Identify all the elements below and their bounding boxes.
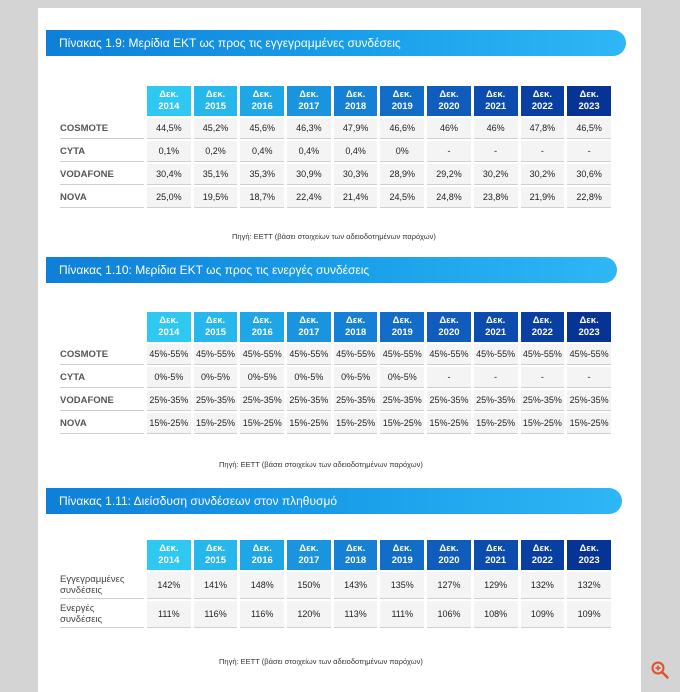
table-cell: 0,2% <box>194 141 238 162</box>
table-cell: 35,3% <box>240 164 284 185</box>
table-cell: - <box>521 367 565 388</box>
table-cell: 35,1% <box>194 164 238 185</box>
table-cell: 148% <box>240 572 284 599</box>
table-cell: 109% <box>521 601 565 628</box>
table-cell: 25%-35% <box>380 390 424 411</box>
table-cell: 23,8% <box>474 187 518 208</box>
table-cell: 15%-25% <box>521 413 565 434</box>
table-cell: 143% <box>334 572 378 599</box>
year-header: Δεκ. 2020 <box>427 540 471 570</box>
table-row <box>60 118 611 139</box>
table-cell: 0%-5% <box>147 367 191 388</box>
year-header: Δεκ. 2017 <box>287 312 331 342</box>
year-header: Δεκ. 2014 <box>147 312 191 342</box>
table-cell: 25%-35% <box>427 390 471 411</box>
table-row <box>60 164 611 185</box>
table-1-11-source: Πηγή: ΕΕΤΤ (βάσει στοιχείων των αδειοδοτημένων παρόχων) <box>219 657 423 666</box>
table-cell: 47,9% <box>334 118 378 139</box>
row-label: Ενεργές συνδέσεις <box>60 601 144 628</box>
table-cell: 141% <box>194 572 238 599</box>
table-row <box>60 572 611 599</box>
table-cell: - <box>521 141 565 162</box>
table-cell: 47,8% <box>521 118 565 139</box>
row-label: COSMOTE <box>60 118 144 139</box>
table-cell: 45,2% <box>194 118 238 139</box>
table-cell: 30,9% <box>287 164 331 185</box>
row-label: CYTA <box>60 367 144 388</box>
table-1-10-source: Πηγή: ΕΕΤΤ (βάσει στοιχείων των αδειοδοτημένων παρόχων) <box>219 460 423 469</box>
table-cell: 135% <box>380 572 424 599</box>
table-cell: 15%-25% <box>194 413 238 434</box>
row-label: COSMOTE <box>60 344 144 365</box>
header-row <box>60 86 611 116</box>
table-cell: 22,8% <box>567 187 611 208</box>
table-1-9 <box>57 84 614 210</box>
table-cell: 45%-55% <box>567 344 611 365</box>
table-row <box>60 344 611 365</box>
row-label: VODAFONE <box>60 164 144 185</box>
table-cell: 142% <box>147 572 191 599</box>
table-cell: 45,6% <box>240 118 284 139</box>
table-cell: 109% <box>567 601 611 628</box>
table-cell: 30,2% <box>521 164 565 185</box>
year-header: Δεκ. 2016 <box>240 312 284 342</box>
table-cell: 45%-55% <box>380 344 424 365</box>
table-cell: 45%-55% <box>427 344 471 365</box>
year-header: Δεκ. 2023 <box>567 540 611 570</box>
year-header: Δεκ. 2017 <box>287 86 331 116</box>
table-cell: 30,6% <box>567 164 611 185</box>
table-cell: 24,8% <box>427 187 471 208</box>
table-row <box>60 601 611 628</box>
year-header: Δεκ. 2014 <box>147 86 191 116</box>
table-cell: 45%-55% <box>147 344 191 365</box>
header-empty <box>60 540 144 570</box>
table-cell: 25%-35% <box>521 390 565 411</box>
zoom-in-icon[interactable] <box>650 660 670 680</box>
table-cell: 25%-35% <box>147 390 191 411</box>
table-cell: 116% <box>194 601 238 628</box>
header-empty <box>60 86 144 116</box>
year-header: Δεκ. 2019 <box>380 312 424 342</box>
table-1-11-title: Πίνακας 1.11: Διείσδυση συνδέσεων στον πληθυσμό <box>46 488 622 514</box>
table-cell: - <box>474 367 518 388</box>
table-cell: 30,4% <box>147 164 191 185</box>
table-cell: 0,4% <box>240 141 284 162</box>
year-header: Δεκ. 2019 <box>380 540 424 570</box>
year-header: Δεκ. 2022 <box>521 540 565 570</box>
table-cell: 15%-25% <box>334 413 378 434</box>
table-cell: 0% <box>380 141 424 162</box>
table-cell: 0,4% <box>334 141 378 162</box>
table-cell: 46,3% <box>287 118 331 139</box>
table-cell: - <box>474 141 518 162</box>
row-label: CYTA <box>60 141 144 162</box>
table-cell: 45%-55% <box>194 344 238 365</box>
table-cell: 25,0% <box>147 187 191 208</box>
year-header: Δεκ. 2022 <box>521 312 565 342</box>
table-cell: 29,2% <box>427 164 471 185</box>
table-cell: 30,2% <box>474 164 518 185</box>
table-cell: - <box>427 367 471 388</box>
table-cell: 111% <box>380 601 424 628</box>
year-header: Δεκ. 2015 <box>194 86 238 116</box>
header-row <box>60 540 611 570</box>
table-cell: 15%-25% <box>380 413 424 434</box>
table-cell: 111% <box>147 601 191 628</box>
table-cell: - <box>567 141 611 162</box>
table-cell: 45%-55% <box>287 344 331 365</box>
table-1-10-title: Πίνακας 1.10: Μερίδια ΕΚΤ ως προς τις ενεργές συνδέσεις <box>46 257 617 283</box>
table-cell: 15%-25% <box>240 413 284 434</box>
table-cell: 21,4% <box>334 187 378 208</box>
table-cell: 15%-25% <box>474 413 518 434</box>
table-cell: 0%-5% <box>380 367 424 388</box>
table-cell: 120% <box>287 601 331 628</box>
table-cell: 132% <box>521 572 565 599</box>
table-cell: 45%-55% <box>334 344 378 365</box>
year-header: Δεκ. 2019 <box>380 86 424 116</box>
table-cell: 15%-25% <box>567 413 611 434</box>
table-row <box>60 413 611 434</box>
table-cell: 22,4% <box>287 187 331 208</box>
table-cell: 25%-35% <box>567 390 611 411</box>
table-cell: 116% <box>240 601 284 628</box>
year-header: Δεκ. 2016 <box>240 86 284 116</box>
table-row <box>60 141 611 162</box>
table-cell: - <box>567 367 611 388</box>
table-cell: 28,9% <box>380 164 424 185</box>
year-header: Δεκ. 2023 <box>567 86 611 116</box>
table-cell: 45%-55% <box>474 344 518 365</box>
header-row <box>60 312 611 342</box>
row-label: VODAFONE <box>60 390 144 411</box>
table-cell: 15%-25% <box>427 413 471 434</box>
table-cell: 25%-35% <box>194 390 238 411</box>
table-cell: 129% <box>474 572 518 599</box>
table-cell: 25%-35% <box>334 390 378 411</box>
year-header: Δεκ. 2017 <box>287 540 331 570</box>
table-cell: 21,9% <box>521 187 565 208</box>
table-1-9-title: Πίνακας 1.9: Μερίδια ΕΚΤ ως προς τις εγγεγραμμένες συνδέσεις <box>46 30 626 56</box>
table-cell: 25%-35% <box>287 390 331 411</box>
year-header: Δεκ. 2014 <box>147 540 191 570</box>
table-cell: 45%-55% <box>521 344 565 365</box>
table-cell: 19,5% <box>194 187 238 208</box>
table-cell: 46% <box>474 118 518 139</box>
table-1-10 <box>57 310 614 436</box>
table-cell: 46,6% <box>380 118 424 139</box>
table-cell: 113% <box>334 601 378 628</box>
row-label: NOVA <box>60 187 144 208</box>
table-cell: 150% <box>287 572 331 599</box>
table-cell: 108% <box>474 601 518 628</box>
year-header: Δεκ. 2020 <box>427 312 471 342</box>
header-empty <box>60 312 144 342</box>
year-header: Δεκ. 2021 <box>474 86 518 116</box>
year-header: Δεκ. 2015 <box>194 312 238 342</box>
table-cell: 0%-5% <box>240 367 284 388</box>
year-header: Δεκ. 2021 <box>474 312 518 342</box>
table-cell: 0,4% <box>287 141 331 162</box>
year-header: Δεκ. 2020 <box>427 86 471 116</box>
year-header: Δεκ. 2022 <box>521 86 565 116</box>
table-cell: - <box>427 141 471 162</box>
table-cell: 18,7% <box>240 187 284 208</box>
table-cell: 15%-25% <box>287 413 331 434</box>
table-cell: 0%-5% <box>287 367 331 388</box>
table-cell: 0,1% <box>147 141 191 162</box>
table-cell: 46,5% <box>567 118 611 139</box>
table-cell: 25%-35% <box>240 390 284 411</box>
table-cell: 106% <box>427 601 471 628</box>
year-header: Δεκ. 2021 <box>474 540 518 570</box>
table-cell: 24,5% <box>380 187 424 208</box>
row-label: Εγγεγραμμένες συνδέσεις <box>60 572 144 599</box>
table-row <box>60 390 611 411</box>
year-header: Δεκ. 2018 <box>334 312 378 342</box>
table-cell: 0%-5% <box>194 367 238 388</box>
table-cell: 25%-35% <box>474 390 518 411</box>
table-cell: 127% <box>427 572 471 599</box>
year-header: Δεκ. 2018 <box>334 86 378 116</box>
table-cell: 132% <box>567 572 611 599</box>
table-1-11 <box>57 538 614 630</box>
table-row <box>60 367 611 388</box>
table-cell: 15%-25% <box>147 413 191 434</box>
table-cell: 30,3% <box>334 164 378 185</box>
table-1-9-source: Πηγή: ΕΕΤΤ (βάσει στοιχείων των αδειοδοτημένων παρόχων) <box>232 232 436 241</box>
table-cell: 46% <box>427 118 471 139</box>
year-header: Δεκ. 2018 <box>334 540 378 570</box>
table-row <box>60 187 611 208</box>
year-header: Δεκ. 2016 <box>240 540 284 570</box>
table-cell: 44,5% <box>147 118 191 139</box>
table-cell: 0%-5% <box>334 367 378 388</box>
year-header: Δεκ. 2023 <box>567 312 611 342</box>
row-label: NOVA <box>60 413 144 434</box>
year-header: Δεκ. 2015 <box>194 540 238 570</box>
table-cell: 45%-55% <box>240 344 284 365</box>
